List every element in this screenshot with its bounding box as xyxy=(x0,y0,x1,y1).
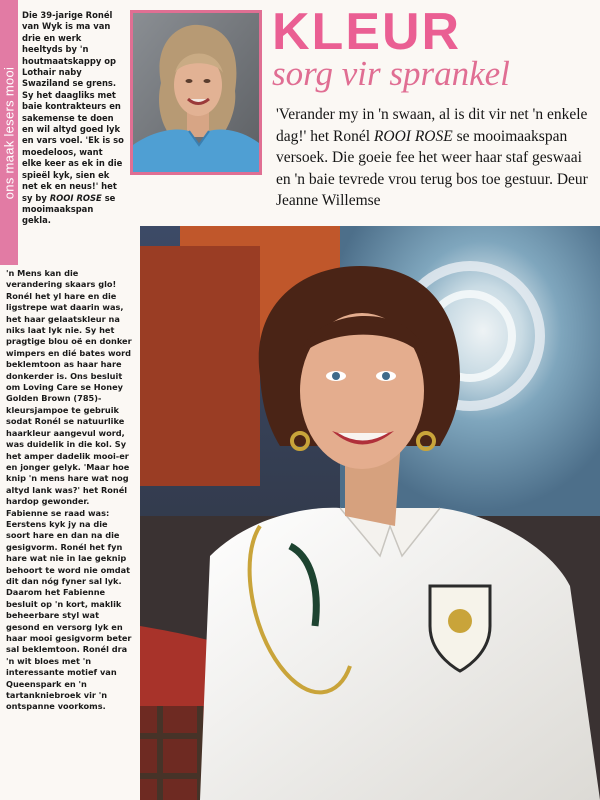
headline: KLEUR xyxy=(272,3,462,61)
body-text xyxy=(6,268,132,713)
deck-part2: se mooimaakspan versoek. Die goeie fee het weer haar staf geswaai en 'n baie tevrede vrou terug bos toe gestuur. Deur Jeanne Willemse xyxy=(276,127,588,209)
deck-part1: 'Verander my in 'n swaan, al is dit vir net 'n enkele dag!' het Ronél xyxy=(276,106,588,145)
intro-text xyxy=(22,10,124,227)
intro-magazine: ROOI ROSE xyxy=(49,192,102,203)
after-photo xyxy=(140,226,600,800)
section-tag-strip xyxy=(0,0,18,265)
before-photo xyxy=(130,10,262,175)
intro-before: Die 39-jarige Ronél van Wyk is ma van drie en werk heeltyds by 'n houtmaatskappy op Lothair naby Swaziland se grens. Sy het daagliks met baie kontrakteurs en sakemense te doen en wil altyd goed lyk en vars voel. 'Ek is so moedeloos, want elke keer as ek in die spieël kyk, sien ek net ek en neus!' het sy by xyxy=(22,10,124,203)
deck-magazine: ROOI ROSE xyxy=(373,127,453,145)
body-paragraph: 'n Mens kan die verandering skaars glo! Ronél het yl hare en die ligstrepe wat daarin was, het haar gelaatskleur na niks laat lyk nie. Sy het pragtige blou oë en donker wimpers en dié bates word beklemtoon as haar hare donkerder is. Ons besluit om Loving Care se Honey Golden Brown (785)-kleursjampoe te gebruik sodat Ronél se natuurlike haarkleur aangevul word, was duidelik in die kol. Sy het amper dadelik mooi-er en jonger gelyk. 'Maar hoe knip 'n mens hare wat nog altyd lank was?' het Ronél hardop gewonder. Fabienne se raad was: Eerstens kyk jy na die soort hare en dan na die gesigvorm. Ronél het fyn hare wat nie in lae geknip behoort te word nie omdat dit dan nóg fyner sal lyk. Daarom het Fabienne besluit op 'n kort, maklik beheerbare styl wat gesond en versorg lyk en haar mooi gesigvorm beter sal beklemtoon. Ronél dra 'n wit bloes met 'n interessante motief van Queenspark en 'n tartankniebroek vir 'n ontspanne voorkoms. xyxy=(6,268,132,712)
section-tag: ons maak lesers mooi xyxy=(1,66,17,199)
deck-text xyxy=(276,104,594,212)
intro-after: se mooimaakspan gekla. xyxy=(22,192,116,226)
subheadline: sorg vir sprankel xyxy=(272,54,510,93)
